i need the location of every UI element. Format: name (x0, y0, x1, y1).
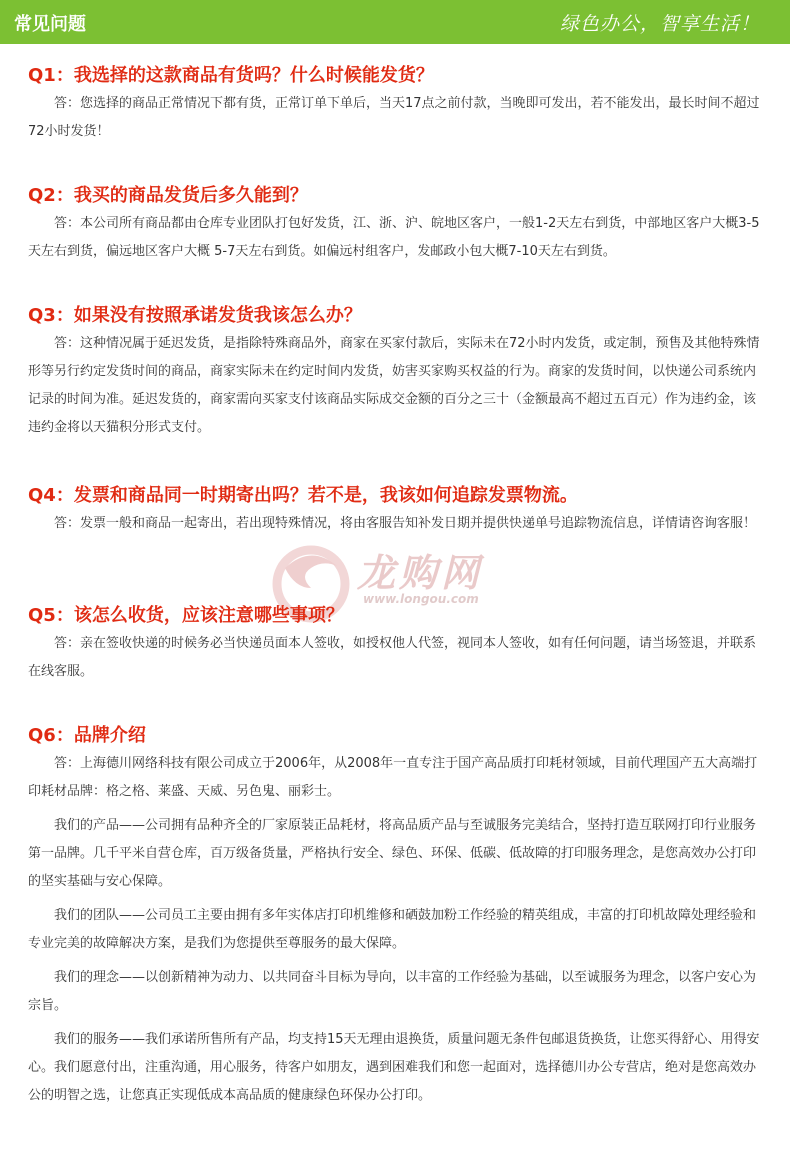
faq-answer: 答：发票一般和商品一起寄出，若出现特殊情况，将由客服告知补发日期并提供快递单号追踪物流信息，详情请咨询客服！ (54, 516, 757, 531)
faq-question: Q6：品牌介绍 (28, 725, 146, 746)
faq-item-q3 (28, 302, 768, 442)
faq-item-q4 (28, 482, 768, 538)
faq-question: Q5：该怎么收货，应该注意哪些事项？ (28, 605, 344, 626)
brand-intro-products: 我们的产品——公司拥有品种齐全的厂家原装正品耗材，将高品质产品与至诚服务完美结合，坚持打造互联网打印行业服务第一品牌。几千平米自营仓库，百万级备货量，严格执行安全、绿色、环保、低碳、低故障的打印服务理念，是您高效办公打印的坚实基础与安心保障。 (28, 818, 757, 889)
faq-answer: 答：本公司所有商品都由仓库专业团队打包好发货，江、浙、沪、皖地区客户，一般1-2天左右到货，中部地区客户大概3-5天左右到货，偏远地区客户大概 5-7天左右到货。如偏远村组客户，发邮政小包大概7-10天左右到货。 (28, 216, 760, 259)
header-slogan: 绿色办公，智享生活！ (559, 13, 760, 35)
faq-item-q2 (28, 182, 768, 266)
brand-intro-service: 我们的服务——我们承诺所售所有产品，均支持15天无理由退换货，质量问题无条件包邮退货换货，让您买得舒心、用得安心。我们愿意付出，注重沟通，用心服务，待客户如朋友，遇到困难我们和您一起面对，选择德川办公专营店，绝对是您高效办公的明智之选，让您真正实现低成本高品质的健康绿色环保办公打印。 (28, 1032, 760, 1103)
watermark-name: 龙购网 (357, 550, 484, 595)
faq-item-q1 (28, 62, 768, 146)
faq-item-q5 (28, 602, 768, 686)
faq-item-q6 (28, 722, 768, 1110)
faq-answer: 答：这种情况属于延迟发货，是指除特殊商品外，商家在买家付款后，实际未在72小时内发货，或定制，预售及其他特殊情形等另行约定发货时间的商品，商家实际未在约定时间内发货，妨害买家购买权益的行为。商家的发货时间，以快递公司系统内记录的时间为准。延迟发货的，商家需向买家支付该商品实际成交金额的百分之三十（金额最高不超过五百元）作为违约金，该违约金将以天猫积分形式支付。 (28, 336, 760, 435)
brand-intro-philosophy: 我们的理念——以创新精神为动力、以共同奋斗目标为导向，以丰富的工作经验为基础，以至诚服务为理念，以客户安心为宗旨。 (28, 970, 757, 1013)
page-title: 常见问题 (14, 14, 86, 35)
brand-intro-team: 我们的团队——公司员工主要由拥有多年实体店打印机维修和硒鼓加粉工作经验的精英组成，丰富的打印机故障处理经验和专业完美的故障解决方案，是我们为您提供至尊服务的最大保障。 (28, 908, 757, 951)
faq-question: Q1：我选择的这款商品有货吗？什么时候能发货？ (28, 65, 434, 86)
page-header (0, 0, 790, 44)
faq-question: Q4：发票和商品同一时期寄出吗？若不是，我该如何追踪发票物流。 (28, 485, 578, 506)
watermark-url: www.longou.com (363, 592, 479, 606)
faq-answer: 答：亲在签收快递的时候务必当快递员面本人签收，如授权他人代签，视同本人签收，如有任何问题，请当场签退，并联系在线客服。 (28, 636, 757, 679)
faq-question: Q2：我买的商品发货后多久能到？ (28, 185, 308, 206)
faq-answer: 答：您选择的商品正常情况下都有货，正常订单下单后，当天17点之前付款，当晚即可发出，若不能发出，最长时间不超过72小时发货！ (28, 96, 760, 139)
faq-question: Q3：如果没有按照承诺发货我该怎么办？ (28, 305, 362, 326)
faq-answer: 答：上海德川网络科技有限公司成立于2006年，从2008年一直专注于国产高品质打印耗材领域，目前代理国产五大高端打印耗材品牌：格之格、莱盛、天威、另色鬼、丽彩士。 (28, 756, 758, 799)
